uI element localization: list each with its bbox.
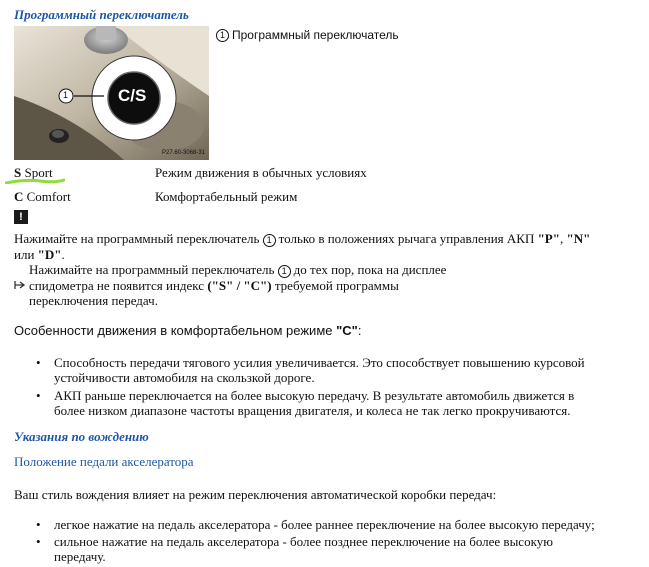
sc-label: ("S" / "C") xyxy=(207,277,272,293)
callout-number-icon: 1 xyxy=(263,234,276,247)
gear-selector-photo xyxy=(14,26,209,160)
list-item xyxy=(14,517,639,532)
mode-row-comfort xyxy=(14,189,71,204)
warning-text-part: Нажимайте на программный переключатель xyxy=(14,231,260,246)
instruction-text-part: Нажимайте на программный переключатель xyxy=(29,262,275,277)
warning-text xyxy=(14,231,634,262)
mode-description-comfort: Комфортабельный режим xyxy=(155,189,298,204)
list-item-text: сильное нажатие на педаль акселератора - более позднее переключение на более высокую xyxy=(54,534,553,549)
d-label: "D" xyxy=(37,246,62,262)
callout-number-icon: 1 xyxy=(216,29,229,42)
section-heading-program-switch: Программный переключатель xyxy=(14,7,189,22)
pedal-list xyxy=(14,517,639,564)
subheading-pedal-position: Положение педали акселератора xyxy=(14,454,194,469)
list-item-text: устойчивости автомобиля на скользкой дороге. xyxy=(54,370,315,385)
pointer-arrow-icon xyxy=(14,280,26,290)
callout-text: Программный переключатель xyxy=(232,28,399,42)
instruction-text-part: переключения передач. xyxy=(29,292,158,308)
list-item-text: АКП раньше переключается на более высокую передачу. В результате автомобиль движется в xyxy=(54,388,575,403)
c-label: "С" xyxy=(336,323,358,338)
list-item-text: легкое нажатие на педаль акселератора - более раннее переключение на более высокую передачу; xyxy=(54,517,595,532)
green-highlight-underline xyxy=(5,178,65,184)
warning-icon: ! xyxy=(14,210,28,224)
list-item xyxy=(14,355,634,385)
warning-text-part: или xyxy=(14,246,38,262)
comfort-features-intro xyxy=(14,323,361,338)
cs-button-label: C/S xyxy=(118,86,147,105)
section-heading-driving-tips: Указания по вождению xyxy=(14,429,149,444)
instruction-text-part: до тех пор, пока на дисплее xyxy=(293,262,447,277)
warning-text-part: . xyxy=(61,246,65,262)
mode-name-sport: Sport xyxy=(24,165,53,180)
list-item-text: Способность передачи тягового усилия увеличивается. Это способствует повышению курсовой xyxy=(54,355,585,370)
intro-colon: : xyxy=(357,323,362,338)
photo-code: P27.60-3068-31 xyxy=(162,150,206,156)
instruction-text xyxy=(29,262,629,308)
intro-text: Особенности движения в комфортабельном режиме xyxy=(14,323,337,338)
mode-name-comfort: Comfort xyxy=(26,189,71,204)
list-item-text: передачу. xyxy=(54,549,106,564)
mode-letter-c: C xyxy=(14,189,24,204)
figure-callout xyxy=(216,28,399,42)
warning-text-part: , xyxy=(559,231,567,246)
n-label: "N" xyxy=(566,231,591,246)
instruction-text-part: спидометра не появится индекс xyxy=(29,277,208,293)
callout-number-icon: 1 xyxy=(278,265,291,278)
mode-description-sport: Режим движения в обычных условиях xyxy=(155,165,367,180)
gear-selector-illustration xyxy=(14,26,209,160)
callout-number-in-photo: 1 xyxy=(63,90,69,100)
p-label: "P" xyxy=(537,231,560,246)
list-item xyxy=(14,534,639,564)
list-item-text: более низком диапазоне частоты вращения двигателя, и колеса не так легко прокручиваются. xyxy=(54,403,571,418)
comfort-features-list xyxy=(14,355,634,418)
list-item xyxy=(14,388,634,418)
driving-style-text: Ваш стиль вождения влияет на режим переключения автоматической коробки передач: xyxy=(14,487,497,502)
mode-letter-s: S xyxy=(14,165,22,180)
instruction-text-part: требуемой программы xyxy=(271,277,399,293)
warning-text-part: только в положениях рычага управления АКП xyxy=(278,231,538,246)
